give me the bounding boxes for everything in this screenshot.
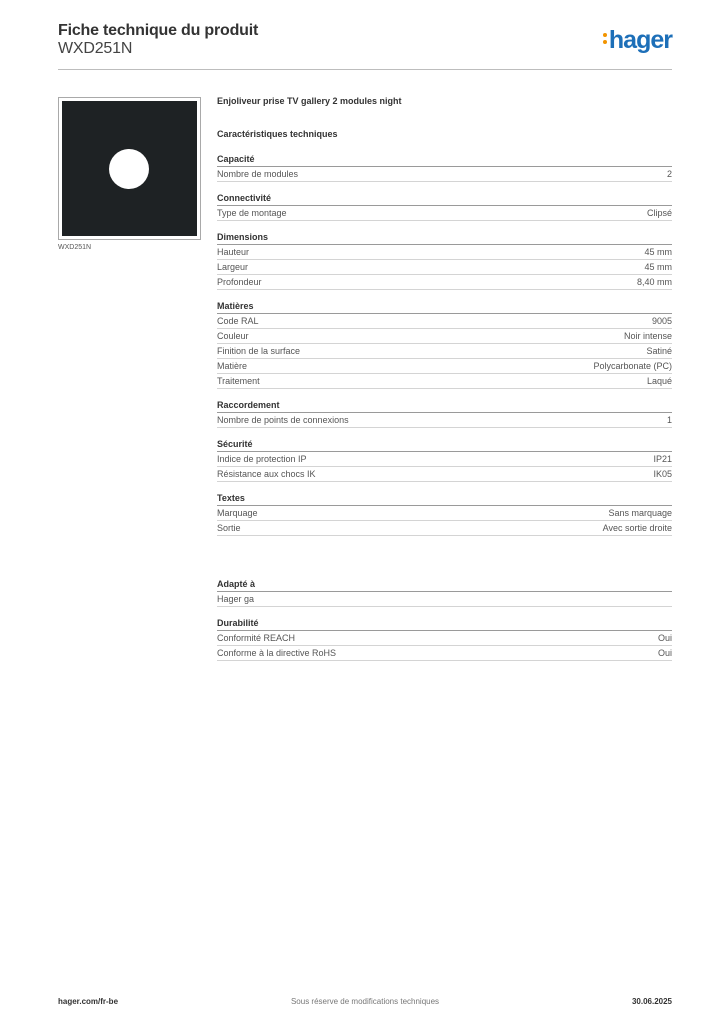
spec-row — [217, 260, 672, 275]
spec-row — [217, 275, 672, 290]
spec-label: Type de montage — [217, 208, 287, 218]
spec-group — [217, 437, 672, 482]
spec-value: Oui — [657, 648, 672, 658]
spec-row — [217, 592, 672, 607]
spec-label: Sortie — [217, 523, 241, 533]
spec-row — [217, 245, 672, 260]
group-title: Connectivité — [217, 191, 672, 206]
spec-value: Satiné — [646, 346, 672, 356]
spec-row — [217, 521, 672, 536]
tech-heading: Caractéristiques techniques — [217, 129, 338, 139]
spec-label: Nombre de points de connexions — [217, 415, 349, 425]
spec-row — [217, 506, 672, 521]
logo-text: hager — [608, 26, 672, 54]
spec-group — [217, 299, 672, 389]
document-title: Fiche technique du produit — [58, 22, 259, 39]
footer-website: hager.com/fr-be — [58, 997, 119, 1006]
spec-label: Traitement — [217, 376, 260, 386]
document-subtitle: WXD251N — [58, 40, 133, 57]
spec-group — [217, 398, 672, 428]
spec-row — [217, 374, 672, 389]
spec-content — [217, 95, 672, 661]
spec-row — [217, 344, 672, 359]
product-image — [58, 97, 201, 240]
spec-label: Indice de protection IP — [217, 454, 307, 464]
spec-group — [217, 491, 672, 536]
spec-label: Code RAL — [217, 316, 259, 326]
spec-label: Hager ga — [217, 594, 255, 604]
spec-label: Conformité REACH — [217, 633, 296, 643]
image-caption: WXD251N — [58, 244, 92, 251]
spec-label: Finition de la surface — [217, 346, 301, 356]
group-title: Raccordement — [217, 398, 672, 413]
spec-value: Laqué — [646, 376, 672, 386]
extra-spec-groups — [217, 577, 672, 661]
group-title: Adapté à — [217, 577, 672, 592]
spec-value: 1 — [666, 415, 672, 425]
spec-value: Polycarbonate (PC) — [593, 361, 672, 371]
group-title: Dimensions — [217, 230, 672, 245]
spec-row — [217, 646, 672, 661]
spec-row — [217, 206, 672, 221]
hager-logo — [603, 26, 672, 55]
spec-value: Noir intense — [623, 331, 672, 341]
spec-row — [217, 631, 672, 646]
spec-label: Marquage — [217, 508, 258, 518]
spec-value: 8,40 mm — [636, 277, 672, 287]
spec-group — [217, 191, 672, 221]
socket-hole — [109, 149, 149, 189]
spec-value: 2 — [666, 169, 672, 179]
spec-value: Sans marquage — [608, 508, 672, 518]
group-title: Textes — [217, 491, 672, 506]
spec-group — [217, 230, 672, 290]
spec-label: Couleur — [217, 331, 249, 341]
product-name: Enjoliveur prise TV gallery 2 modules night — [217, 96, 402, 106]
spec-row — [217, 167, 672, 182]
spec-value: 9005 — [651, 316, 672, 326]
spec-group — [217, 577, 672, 607]
spec-row — [217, 314, 672, 329]
logo-dots-icon — [603, 33, 608, 47]
spec-label: Hauteur — [217, 247, 250, 257]
spec-value: Oui — [657, 633, 672, 643]
spec-label: Nombre de modules — [217, 169, 299, 179]
spec-row — [217, 413, 672, 428]
spec-value: IP21 — [653, 454, 672, 464]
footer-disclaimer: Sous réserve de modifications techniques — [290, 997, 440, 1006]
spec-groups — [217, 152, 672, 536]
footer-date: 30.06.2025 — [631, 997, 672, 1006]
group-title: Sécurité — [217, 437, 672, 452]
spec-row — [217, 359, 672, 374]
spec-value: 45 mm — [644, 247, 672, 257]
spec-label: Conforme à la directive RoHS — [217, 648, 337, 658]
group-title: Durabilité — [217, 616, 672, 631]
spec-label: Matière — [217, 361, 248, 371]
spec-value: Avec sortie droite — [602, 523, 672, 533]
spec-group — [217, 616, 672, 661]
spec-label: Largeur — [217, 262, 249, 272]
spec-value: Clipsé — [646, 208, 672, 218]
group-title: Matières — [217, 299, 672, 314]
spec-group — [217, 152, 672, 182]
spec-value: 45 mm — [644, 262, 672, 272]
spec-label: Résistance aux chocs IK — [217, 469, 316, 479]
spec-row — [217, 467, 672, 482]
spec-label: Profondeur — [217, 277, 262, 287]
spec-row — [217, 329, 672, 344]
group-title: Capacité — [217, 152, 672, 167]
page-header — [58, 20, 672, 70]
spec-row — [217, 452, 672, 467]
spec-value: IK05 — [653, 469, 672, 479]
